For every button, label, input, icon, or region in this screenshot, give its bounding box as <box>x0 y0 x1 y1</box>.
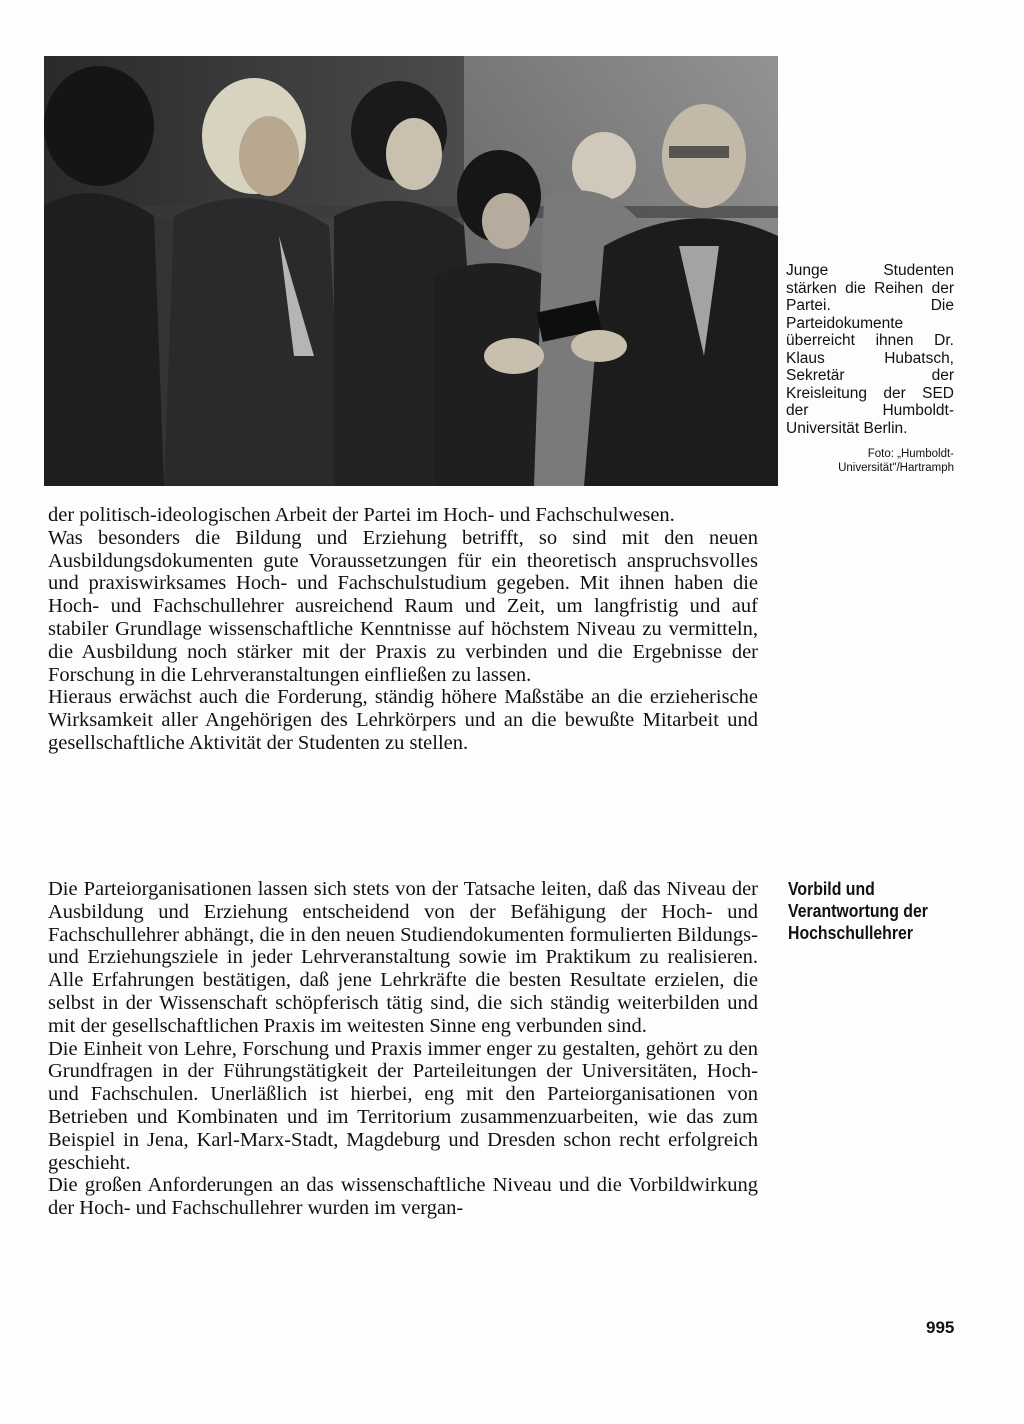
side-heading-line: Verantwortung der <box>788 901 928 921</box>
section-side-heading <box>788 878 955 944</box>
paragraph: der politisch-ideologischen Arbeit der Partei im Hoch- und Fachschulwesen. <box>48 504 675 526</box>
paragraph: Die Parteiorganisationen lassen sich stets von der Tatsache leiten, daß das Niveau der Ausbildung und Erziehung entscheidend von der Befähigung der Hoch- und Fachschullehrer abhängt, die in den neuen Studiendokumenten formulierten Bildungs- und Erziehungsziele in jeder Lehrveranstaltung sowie im Praktikum zu realisieren. Alle Erfahrungen bestätigen, daß jene Lehrkräfte die besten Resultate erzielen, die selbst in der Wissenschaft schöpferisch tätig sind, die sich ständig weiterbilden und mit der gesellschaftlichen Praxis im weitesten Sinne eng verbunden sind. <box>48 878 758 1037</box>
body-text-block-1 <box>48 504 758 755</box>
paragraph: Was besonders die Bildung und Erziehung betrifft, so sind mit den neuen Ausbildungsdokumenten gute Voraussetzungen für ein theoretisch anspruchsvolles und praxiswirksames Hoch- und Fachschulstudium gegeben. Mit ihnen haben die Hoch- und Fachschullehrer ausreichend Raum und Zeit, um langfristig und auf stabiler Grundlage wissenschaftliche Kenntnisse auf höchstem Niveau zu vermitteln, die Ausbildung noch stärker mit der Praxis zu verbinden und die Ergebnisse der Forschung in die Lehrveranstaltungen einfließen zu lassen. <box>48 526 758 686</box>
photograph-icon <box>44 56 778 486</box>
page-number: 995 <box>926 1318 955 1337</box>
side-heading-line: Vorbild und <box>788 879 875 899</box>
paragraph: Hieraus erwächst auch die Forderung, ständig höhere Maßstäbe an die erzieherische Wirksamkeit aller Angehörigen des Lehrkörpers und an die bewußte Mitarbeit und gesellschaftliche Aktivität der Studenten zu stellen. <box>48 686 758 754</box>
paragraph: Die großen Anforderungen an das wissenschaftliche Niveau und die Vorbildwirkung der Hoch- und Fachschullehrer wurden im vergan- <box>48 1174 758 1220</box>
photograph <box>44 56 778 486</box>
body-text-block-2 <box>48 878 758 1220</box>
paragraph: Die Einheit von Lehre, Forschung und Praxis immer enger zu gestalten, gehört zu den Grundfragen in der Führungstätigkeit der Parteileitungen der Universitäten, Hoch- und Fachschulen. Unerläßlich ist hierbei, eng mit den Parteiorganisationen von Betrieben und Kombinaten und im Territorium zusammenzuarbeiten, wie das zum Beispiel in Jena, Karl-Marx-Stadt, Magdeburg und Dresden schon recht erfolgreich geschieht. <box>48 1037 758 1174</box>
photo-caption: Junge Studenten stärken die Reihen der Partei. Die Parteidokumente überreicht ihnen Dr. Klaus Hubatsch, Sekretär der Kreisleitung der SED der Humboldt-Universität Berlin. <box>786 262 954 437</box>
side-heading-line: Hochschullehrer <box>788 923 914 943</box>
photo-credit: Foto: „Humboldt-Universität"/Hartramph <box>838 448 954 474</box>
